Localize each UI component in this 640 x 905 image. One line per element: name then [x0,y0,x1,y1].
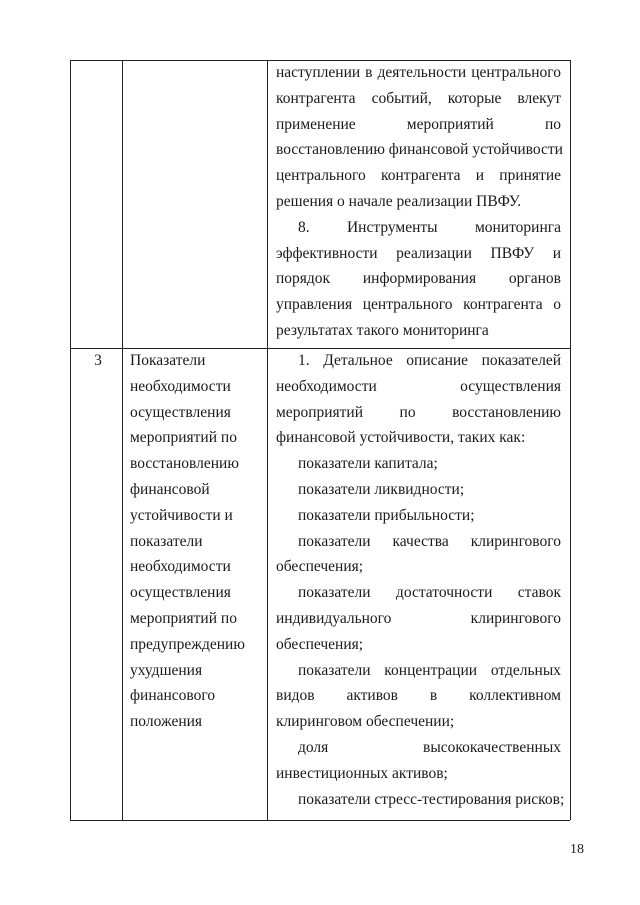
text-line: наступлении в деятельности центрального [276,64,561,81]
row-number: 3 [94,352,102,369]
title-line: Показатели [130,352,206,369]
title-line: мероприятий по [130,609,237,627]
text-line: 1. Детальное описание показателей [298,352,561,369]
text-line: применение мероприятий по [276,115,561,133]
document-table [70,60,570,820]
list-item-continuation: клиринговом обеспечении; [276,713,455,731]
text-line: результатах такого мониторинга [276,321,489,339]
text-line: восстановлению финансовой устойчивости [276,141,563,159]
title-line: финансового [130,687,216,705]
list-item: показатели достаточности ставок [298,584,561,602]
title-line: положения [130,713,203,731]
list-item: показатели концентрации отдельных [298,661,561,679]
list-item: показатели качества клирингового [298,532,561,550]
text-line: 8. Инструменты мониторинга [298,218,561,236]
text-line: необходимости осуществления [276,377,561,395]
text-line: решения о начале реализации ПВФУ. [276,192,522,210]
row-title-cell [130,348,265,735]
text-line: порядок информирования органов [276,270,561,288]
list-item-continuation: видов активов в коллективном [276,687,561,705]
continuation-content-cell [276,60,561,344]
title-line: осуществления [130,403,231,421]
title-line: ухудшения [130,661,203,679]
title-line: мероприятий по [130,429,237,447]
title-line: необходимости [130,558,231,576]
title-line: восстановлению [130,455,239,473]
list-item-continuation: обеспечения; [276,558,364,576]
text-line: контрагента событий, которые влекут [276,89,561,107]
list-item: доля высококачественных [298,738,561,756]
table-right-border [570,60,571,820]
column-divider-2 [267,60,268,820]
title-line: необходимости [130,377,231,395]
text-line: мероприятий по восстановлению [276,403,561,421]
column-divider-1 [122,60,123,820]
list-item-continuation: обеспечения; [276,635,364,653]
text-line: эффективности реализации ПВФУ и [276,244,561,262]
text-line: центрального контрагента и принятие [276,167,561,185]
list-item-continuation: индивидуального клирингового [276,609,561,627]
list-item-continuation: инвестиционных активов; [276,764,448,782]
title-line: показатели [130,532,203,550]
list-item: показатели стресс-тестирования рисков; [298,790,565,808]
title-line: предупреждению [130,635,245,653]
title-line: финансовой [130,480,210,498]
title-line: осуществления [130,584,231,602]
text-line: управления центрального контрагента о [276,296,561,314]
row-content-cell [276,348,565,812]
table-bottom-border [70,820,570,821]
list-item: показатели ликвидности; [298,480,465,498]
text-line: финансовой устойчивости, таких как: [276,429,526,447]
list-item: показатели прибыльности; [298,506,475,524]
title-line: устойчивости и [130,506,233,524]
page-number: 18 [570,842,584,857]
table-left-border [70,60,71,820]
list-item: показатели капитала; [298,455,438,473]
